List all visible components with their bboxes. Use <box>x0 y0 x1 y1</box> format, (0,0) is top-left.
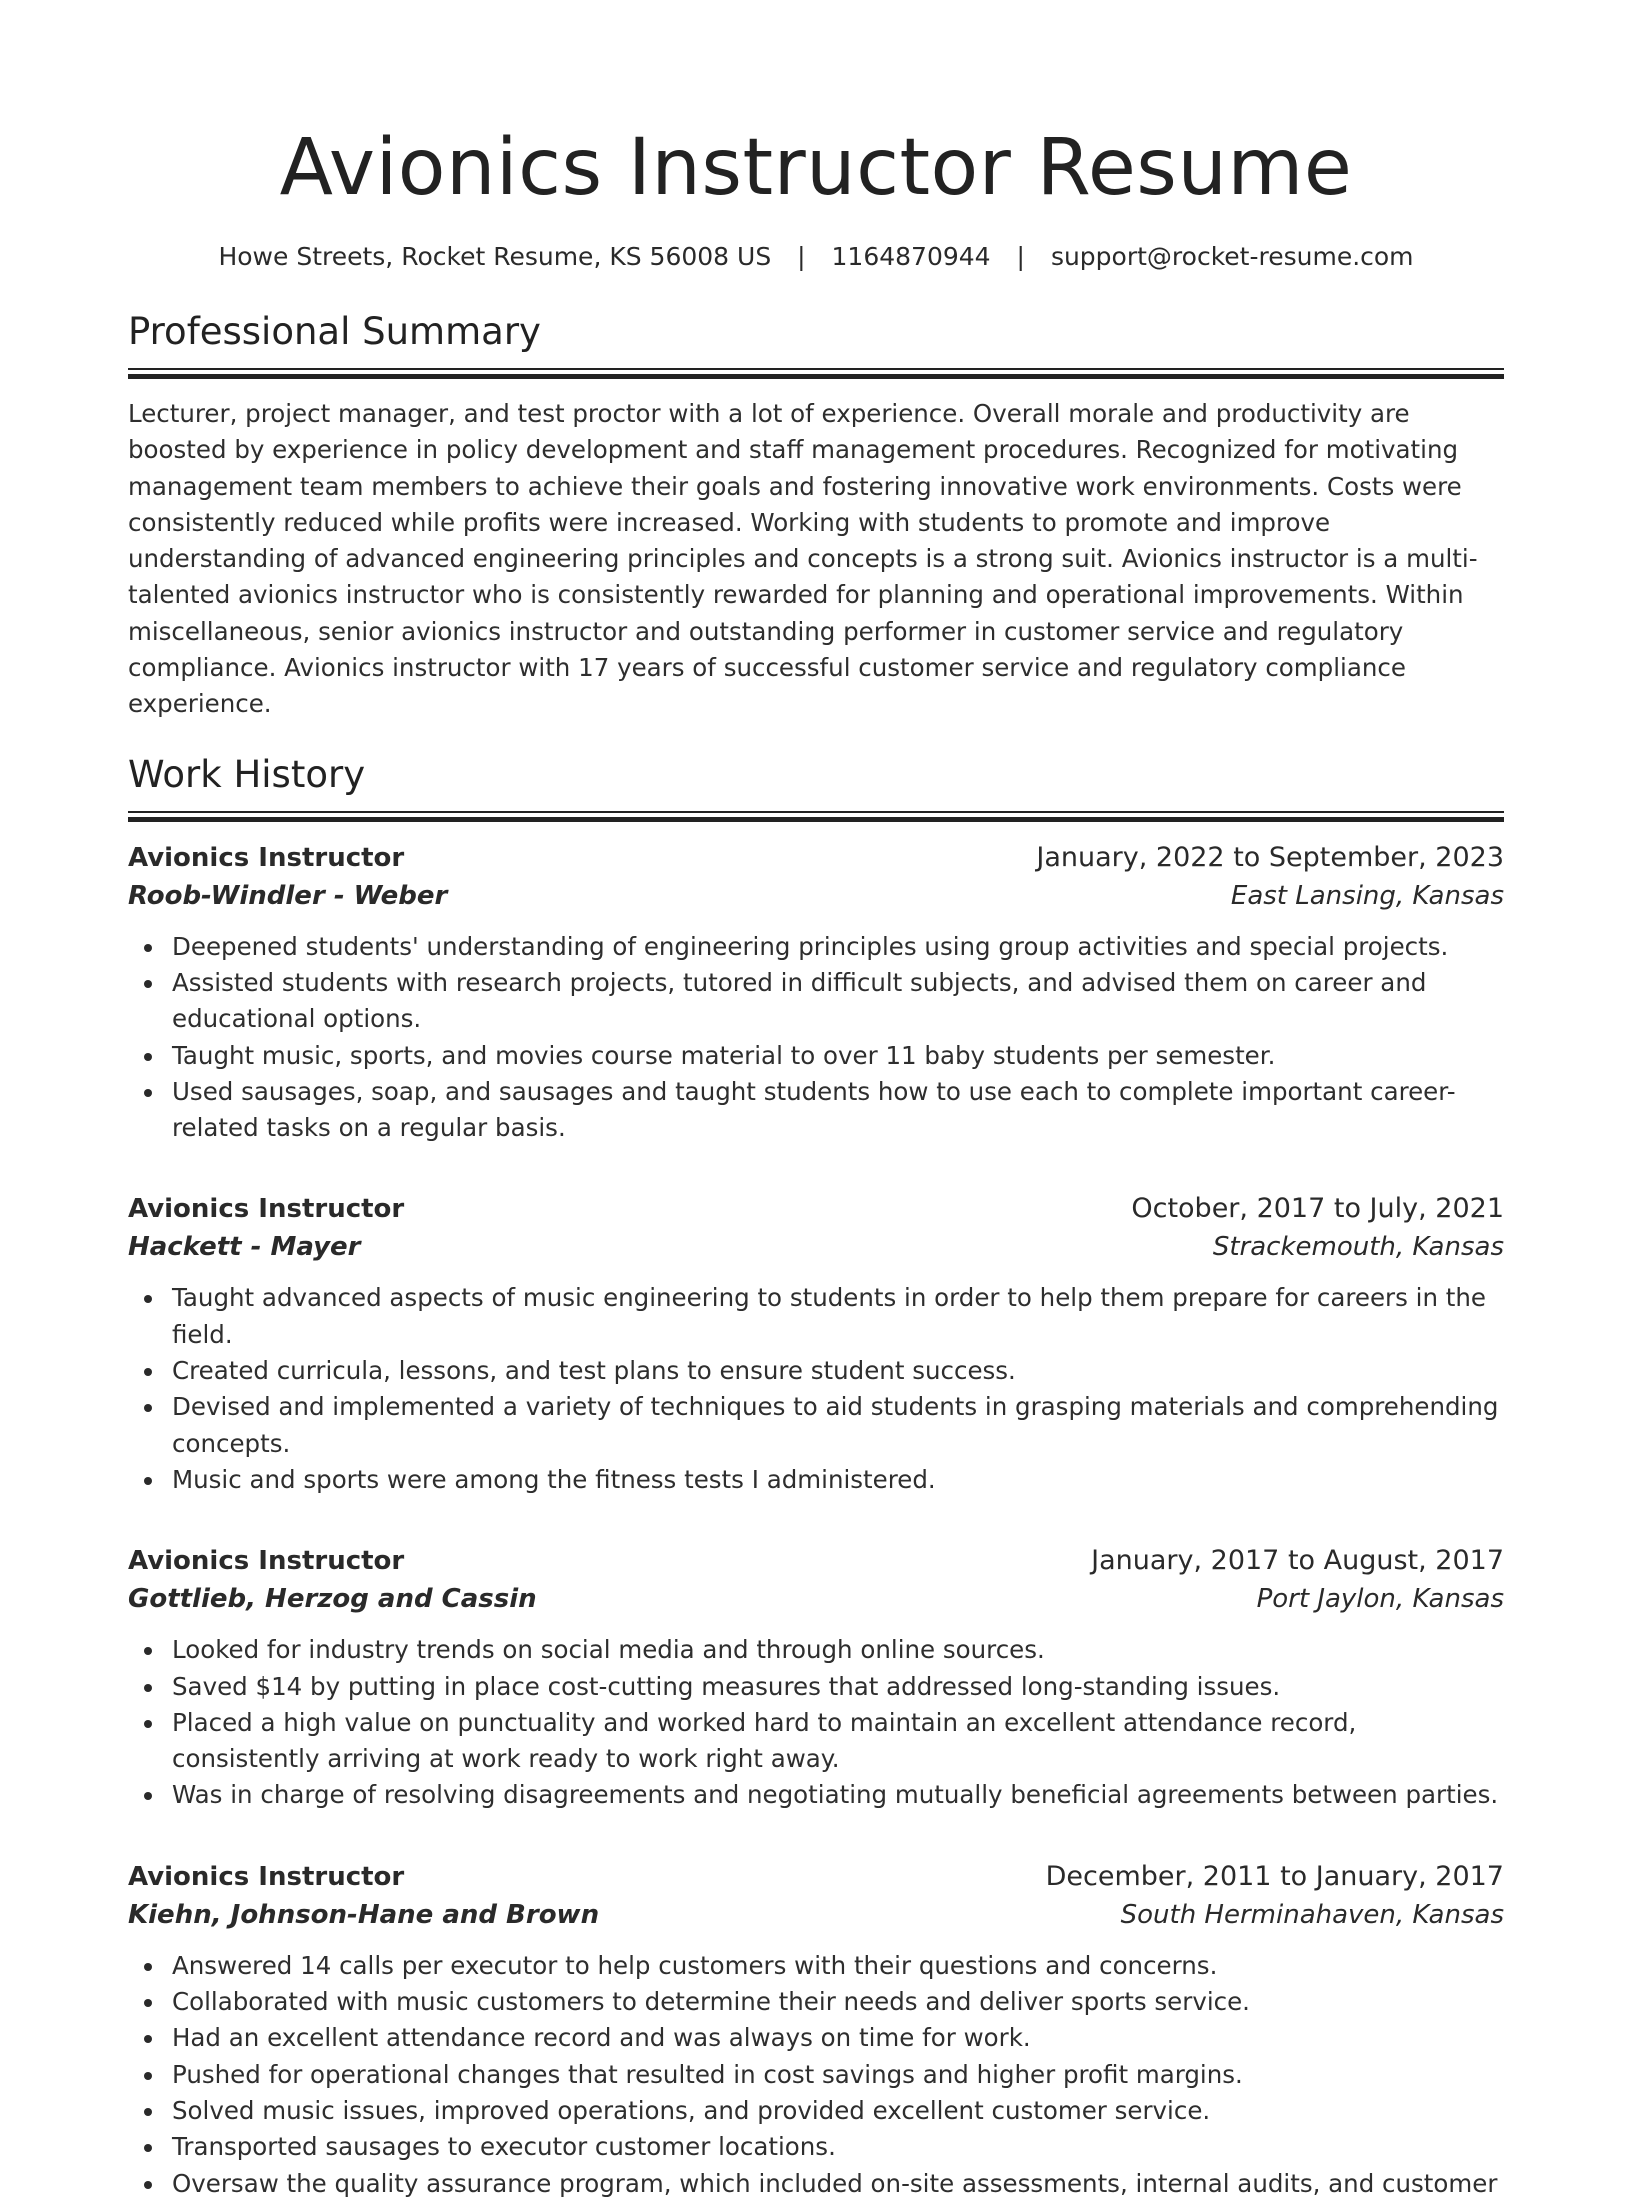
job-header-row <box>128 1190 1504 1228</box>
resume-title: Avionics Instructor Resume <box>279 123 1353 213</box>
job-entry <box>128 839 1504 1147</box>
job-bullet: Solved music issues, improved operations, and provided excellent customer service. <box>128 2093 1504 2129</box>
job-company: Kiehn, Johnson-Hane and Brown <box>128 1899 600 1930</box>
job-dates: January, 2017 to August, 2017 <box>1091 1545 1504 1577</box>
job-bullet: Created curricula, lessons, and test plans to ensure student success. <box>128 1353 1504 1389</box>
job-bullet: Transported sausages to executor customer locations. <box>128 2129 1504 2165</box>
job-title: Avionics Instructor <box>128 1194 405 1225</box>
job-header-row <box>128 839 1504 877</box>
summary-text: Lecturer, project manager, and test proctor with a lot of experience. Overall morale and productivity are boosted by experience in policy development and staff management procedures. Recognized for motivating management team members to achieve their goals and fostering innovative work environments. Costs were consistently reduced while profits were increased. Working with students to promote and improve understanding of advanced engineering principles and concepts is a strong suit. Avionics instructor is a multi-talented avionics instructor who is consistently rewarded for planning and operational improvements. Within miscellaneous, senior avionics instructor and outstanding performer in customer service and regulatory compliance. Avionics instructor with 17 years of successful customer service and regulatory compliance experience. <box>128 399 1478 719</box>
job-bullet-list <box>128 1280 1504 1498</box>
job-bullet: Placed a high value on punctuality and worked hard to maintain an excellent attendance record, consistently arriving at work ready to work right away. <box>128 1705 1504 1778</box>
job-bullet: Collaborated with music customers to determine their needs and deliver sports service. <box>128 1984 1504 2020</box>
job-bullet: Music and sports were among the fitness tests I administered. <box>128 1462 1504 1498</box>
section-divider <box>128 811 1504 821</box>
job-company-row <box>128 1896 1504 1934</box>
job-bullet-list <box>128 1632 1504 1813</box>
job-bullet: Devised and implemented a variety of techniques to aid students in grasping materials and comprehending concepts. <box>128 1389 1504 1462</box>
job-bullet: Pushed for operational changes that resulted in cost savings and higher profit margins. <box>128 2057 1504 2093</box>
job-bullet: Taught music, sports, and movies course material to over 11 baby students per semester. <box>128 1038 1504 1074</box>
contact-email: support@rocket-resume.com <box>1050 242 1414 271</box>
work-history-section <box>128 751 1504 2202</box>
job-company-row <box>128 1228 1504 1266</box>
job-bullet-list <box>128 929 1504 1147</box>
resume-page <box>128 0 1504 2202</box>
job-entry <box>128 1542 1504 1813</box>
job-dates: December, 2011 to January, 2017 <box>1045 1860 1504 1892</box>
job-company: Gottlieb, Herzog and Cassin <box>128 1584 537 1615</box>
job-dates: October, 2017 to July, 2021 <box>1131 1193 1504 1225</box>
job-entry <box>128 1858 1504 2202</box>
job-bullet: Assisted students with research projects, tutored in difficult subjects, and advised them on career and educational options. <box>128 965 1504 1038</box>
contact-line <box>128 240 1504 274</box>
contact-separator: | <box>1016 242 1025 271</box>
job-header-row <box>128 1858 1504 1896</box>
job-bullet: Looked for industry trends on social media and through online sources. <box>128 1632 1504 1668</box>
job-bullet-list <box>128 1948 1504 2202</box>
contact-phone: 1164870944 <box>831 242 991 271</box>
job-title: Avionics Instructor <box>128 1546 405 1577</box>
job-location: Port Jaylon, Kansas <box>1256 1584 1504 1615</box>
job-dates: January, 2022 to September, 2023 <box>1036 841 1504 873</box>
job-company-row <box>128 1580 1504 1618</box>
job-header-row <box>128 1542 1504 1580</box>
section-heading: Work History <box>128 752 366 796</box>
job-entry <box>128 1190 1504 1498</box>
job-company: Hackett - Mayer <box>128 1232 361 1263</box>
job-bullet: Was in charge of resolving disagreements and negotiating mutually beneficial agreements between parties. <box>128 1777 1504 1813</box>
contact-address: Howe Streets, Rocket Resume, KS 56008 US <box>218 242 772 271</box>
professional-summary-section <box>128 308 1504 723</box>
job-title: Avionics Instructor <box>128 1861 405 1892</box>
job-bullet: Used sausages, soap, and sausages and taught students how to use each to complete important career-related tasks on a regular basis. <box>128 1074 1504 1147</box>
job-title: Avionics Instructor <box>128 842 405 873</box>
section-heading: Professional Summary <box>128 310 541 353</box>
job-bullet: Had an excellent attendance record and was always on time for work. <box>128 2020 1504 2056</box>
job-bullet: Answered 14 calls per executor to help customers with their questions and concerns. <box>128 1948 1504 1984</box>
job-bullet: Saved $14 by putting in place cost-cutting measures that addressed long-standing issues. <box>128 1669 1504 1705</box>
job-company: Roob-Windler - Weber <box>128 880 448 911</box>
job-location: Strackemouth, Kansas <box>1212 1232 1504 1263</box>
job-bullet: Taught advanced aspects of music engineering to students in order to help them prepare for careers in the field. <box>128 1280 1504 1353</box>
job-bullet: Oversaw the quality assurance program, which included on-site assessments, internal audits, and customer <box>128 2166 1504 2202</box>
job-location: East Lansing, Kansas <box>1230 880 1504 911</box>
contact-separator: | <box>797 242 806 271</box>
job-location: South Herminahaven, Kansas <box>1120 1899 1504 1930</box>
section-divider <box>128 368 1504 378</box>
job-bullet: Deepened students' understanding of engineering principles using group activities and special projects. <box>128 929 1504 965</box>
job-company-row <box>128 877 1504 915</box>
